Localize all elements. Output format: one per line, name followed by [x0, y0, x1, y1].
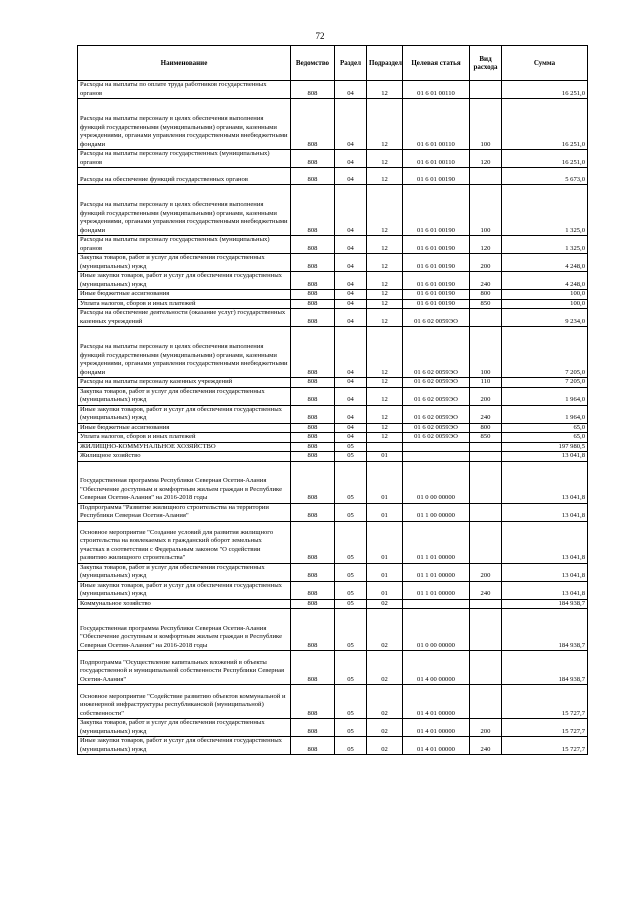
cell-vid: [470, 599, 502, 609]
table-row: [78, 521, 588, 563]
cell-name: Расходы на выплаты персоналу в целях обеспечения выполнения функций государственными (муниципальными) органами, казенными учреждениями, органами управления государственными внебюджетными фондами: [78, 99, 291, 150]
cell-name: Закупка товаров, работ и услуг для обеспечения государственных (муниципальных) нужд: [78, 719, 291, 737]
cell-sum: 65,0: [502, 433, 588, 443]
cell-vid: [470, 81, 502, 99]
table-row: [78, 685, 588, 719]
table-row: [78, 185, 588, 236]
cell-vedomstvo: 808: [291, 503, 335, 521]
cell-target: 01 0 00 00000: [403, 609, 470, 651]
cell-vedomstvo: 808: [291, 461, 335, 503]
cell-razdel: 05: [335, 521, 367, 563]
cell-vedomstvo: 808: [291, 168, 335, 185]
cell-vedomstvo: 808: [291, 236, 335, 254]
cell-sum: 4 248,0: [502, 272, 588, 290]
cell-sum: 1 964,0: [502, 405, 588, 423]
cell-name: Иные закупки товаров, работ и услуг для обеспечения государственных (муниципальных) нужд: [78, 272, 291, 290]
cell-target: 01 4 01 00000: [403, 737, 470, 755]
cell-name: Расходы на выплаты персоналу государственных (муниципальных) органов: [78, 150, 291, 168]
cell-razdel: 04: [335, 433, 367, 443]
table-row: [78, 599, 588, 609]
cell-vid: [470, 651, 502, 685]
cell-target: 01 6 01 00110: [403, 99, 470, 150]
page-number: 72: [315, 31, 325, 41]
cell-name: Основное мероприятие "Содействие развитию объектов коммунальной и инженерной инфраструктуры республиканской (муниципальной) собственности": [78, 685, 291, 719]
cell-vedomstvo: 808: [291, 609, 335, 651]
cell-name: Государственная программа Республики Северная Осетия-Алания "Обеспечение доступным и комфортным жильем граждан в Республике Северная Осетия-Алания" на 2016-2018 годы: [78, 609, 291, 651]
cell-target: 01 6 02 0059ЭО: [403, 433, 470, 443]
cell-podrazdel: 02: [367, 609, 403, 651]
table-row: [78, 737, 588, 755]
table-row: [78, 651, 588, 685]
cell-podrazdel: 01: [367, 452, 403, 462]
cell-vid: 800: [470, 290, 502, 300]
cell-razdel: 04: [335, 185, 367, 236]
cell-podrazdel: 01: [367, 563, 403, 581]
cell-vedomstvo: 808: [291, 581, 335, 599]
table-body: [78, 81, 588, 755]
cell-target: 01 6 01 00190: [403, 236, 470, 254]
cell-vid: [470, 609, 502, 651]
table-row: [78, 503, 588, 521]
cell-target: 01 6 01 00110: [403, 150, 470, 168]
cell-sum: 13 041,8: [502, 503, 588, 521]
cell-vedomstvo: 808: [291, 521, 335, 563]
table-row: [78, 452, 588, 462]
cell-podrazdel: 02: [367, 719, 403, 737]
cell-vid: 100: [470, 327, 502, 378]
cell-vedomstvo: 808: [291, 309, 335, 327]
cell-sum: 13 041,8: [502, 461, 588, 503]
cell-name: ЖИЛИЩНО-КОММУНАЛЬНОЕ ХОЗЯЙСТВО: [78, 442, 291, 452]
cell-vedomstvo: 808: [291, 405, 335, 423]
cell-vedomstvo: 808: [291, 290, 335, 300]
cell-sum: 184 938,7: [502, 609, 588, 651]
cell-vedomstvo: 808: [291, 442, 335, 452]
table-row: [78, 461, 588, 503]
cell-podrazdel: 12: [367, 254, 403, 272]
cell-sum: 4 248,0: [502, 254, 588, 272]
cell-name: Иные закупки товаров, работ и услуг для обеспечения государственных (муниципальных) нужд: [78, 581, 291, 599]
cell-sum: 13 041,8: [502, 521, 588, 563]
cell-target: 01 4 01 00000: [403, 685, 470, 719]
cell-vid: [470, 503, 502, 521]
cell-vid: 200: [470, 719, 502, 737]
table-row: [78, 378, 588, 388]
cell-name: Уплата налогов, сборов и иных платежей: [78, 299, 291, 309]
cell-podrazdel: 02: [367, 685, 403, 719]
cell-vedomstvo: 808: [291, 378, 335, 388]
table-row: [78, 81, 588, 99]
cell-target: 01 6 01 00190: [403, 290, 470, 300]
cell-razdel: 05: [335, 452, 367, 462]
cell-sum: 15 727,7: [502, 737, 588, 755]
cell-name: Расходы на выплаты персоналу государственных (муниципальных) органов: [78, 236, 291, 254]
cell-vid: 200: [470, 563, 502, 581]
cell-podrazdel: [367, 442, 403, 452]
cell-name: Закупка товаров, работ и услуг для обеспечения государственных (муниципальных) нужд: [78, 387, 291, 405]
cell-vid: [470, 168, 502, 185]
cell-razdel: 04: [335, 309, 367, 327]
table-row: [78, 719, 588, 737]
cell-target: 01 1 01 00000: [403, 581, 470, 599]
cell-vedomstvo: 808: [291, 81, 335, 99]
table-row: [78, 442, 588, 452]
cell-target: 01 1 01 00000: [403, 521, 470, 563]
cell-razdel: 05: [335, 685, 367, 719]
cell-name: Иные закупки товаров, работ и услуг для обеспечения государственных (муниципальных) нужд: [78, 737, 291, 755]
cell-target: 01 6 02 0059ЭО: [403, 378, 470, 388]
cell-vid: [470, 452, 502, 462]
cell-sum: 15 727,7: [502, 685, 588, 719]
cell-vedomstvo: 808: [291, 423, 335, 433]
cell-razdel: 04: [335, 299, 367, 309]
cell-podrazdel: 01: [367, 581, 403, 599]
cell-podrazdel: 12: [367, 423, 403, 433]
cell-sum: 1 325,0: [502, 185, 588, 236]
cell-vedomstvo: 808: [291, 651, 335, 685]
table-row: [78, 168, 588, 185]
cell-vid: 850: [470, 433, 502, 443]
table-row: [78, 150, 588, 168]
cell-sum: 13 041,8: [502, 452, 588, 462]
cell-podrazdel: 02: [367, 737, 403, 755]
cell-sum: 13 041,8: [502, 563, 588, 581]
cell-razdel: 04: [335, 405, 367, 423]
cell-name: Жилищное хозяйство: [78, 452, 291, 462]
cell-name: Закупка товаров, работ и услуг для обеспечения государственных (муниципальных) нужд: [78, 563, 291, 581]
cell-vid: 100: [470, 185, 502, 236]
cell-vedomstvo: 808: [291, 185, 335, 236]
cell-razdel: 04: [335, 99, 367, 150]
cell-vedomstvo: 808: [291, 272, 335, 290]
table-row: [78, 99, 588, 150]
cell-target: [403, 599, 470, 609]
cell-name: Иные закупки товаров, работ и услуг для обеспечения государственных (муниципальных) нужд: [78, 405, 291, 423]
cell-razdel: 05: [335, 442, 367, 452]
cell-name: Расходы на обеспечение функций государственных органов: [78, 168, 291, 185]
cell-target: 01 6 01 00190: [403, 272, 470, 290]
cell-razdel: 04: [335, 168, 367, 185]
cell-podrazdel: 01: [367, 461, 403, 503]
cell-podrazdel: 12: [367, 185, 403, 236]
cell-name: Подпрограмма "Осуществление капитальных вложений в объекты государственной и муниципальной собственности Республики Северная Осетия-Алания": [78, 651, 291, 685]
table-row: [78, 581, 588, 599]
cell-target: 01 6 02 0059ЭО: [403, 387, 470, 405]
cell-razdel: 05: [335, 651, 367, 685]
cell-vid: 200: [470, 387, 502, 405]
table-row: [78, 327, 588, 378]
cell-razdel: 05: [335, 503, 367, 521]
cell-name: Коммунальное хозяйство: [78, 599, 291, 609]
cell-podrazdel: 12: [367, 290, 403, 300]
cell-podrazdel: 12: [367, 309, 403, 327]
cell-podrazdel: 12: [367, 387, 403, 405]
cell-sum: 184 938,7: [502, 599, 588, 609]
cell-razdel: 05: [335, 737, 367, 755]
cell-razdel: 04: [335, 387, 367, 405]
cell-name: Расходы на выплаты персоналу в целях обеспечения выполнения функций государственными (муниципальными) органами, казенными учреждениями, органами управления государственными внебюджетными фондами: [78, 185, 291, 236]
cell-sum: 100,0: [502, 290, 588, 300]
cell-target: 01 1 00 00000: [403, 503, 470, 521]
cell-vid: 240: [470, 405, 502, 423]
cell-vid: [470, 461, 502, 503]
cell-target: 01 4 00 00000: [403, 651, 470, 685]
cell-name: Уплата налогов, сборов и иных платежей: [78, 433, 291, 443]
cell-sum: 100,0: [502, 299, 588, 309]
cell-vedomstvo: 808: [291, 387, 335, 405]
cell-razdel: 05: [335, 581, 367, 599]
header-vedomstvo: Ведомство: [291, 46, 335, 81]
cell-sum: 13 041,8: [502, 581, 588, 599]
cell-razdel: 04: [335, 150, 367, 168]
cell-razdel: 04: [335, 81, 367, 99]
cell-podrazdel: 12: [367, 327, 403, 378]
cell-name: Иные бюджетные ассигнования: [78, 290, 291, 300]
cell-target: 01 6 01 00190: [403, 185, 470, 236]
cell-razdel: 04: [335, 236, 367, 254]
header-razdel: Раздел: [335, 46, 367, 81]
header-podrazdel: Подраздел: [367, 46, 403, 81]
cell-vedomstvo: 808: [291, 99, 335, 150]
table-row: [78, 405, 588, 423]
table-row: [78, 254, 588, 272]
table-row: [78, 272, 588, 290]
cell-vedomstvo: 808: [291, 299, 335, 309]
cell-vid: 850: [470, 299, 502, 309]
cell-target: 01 0 00 00000: [403, 461, 470, 503]
table-row: [78, 299, 588, 309]
cell-target: 01 6 01 00190: [403, 168, 470, 185]
cell-target: 01 6 02 0059ЭО: [403, 327, 470, 378]
cell-target: [403, 452, 470, 462]
cell-podrazdel: 12: [367, 433, 403, 443]
cell-podrazdel: 12: [367, 272, 403, 290]
cell-sum: 15 727,7: [502, 719, 588, 737]
cell-podrazdel: 12: [367, 378, 403, 388]
table-row: [78, 387, 588, 405]
cell-vid: 120: [470, 150, 502, 168]
cell-vedomstvo: 808: [291, 327, 335, 378]
cell-name: Расходы на обеспечение деятельности (оказание услуг) государственных казенных учреждений: [78, 309, 291, 327]
cell-vedomstvo: 808: [291, 563, 335, 581]
cell-name: Расходы на выплаты по оплате труда работников государственных органов: [78, 81, 291, 99]
cell-razdel: 04: [335, 423, 367, 433]
cell-vid: [470, 442, 502, 452]
cell-vedomstvo: 808: [291, 452, 335, 462]
cell-target: 01 6 02 0059ЭО: [403, 405, 470, 423]
cell-target: 01 6 02 0059ЭО: [403, 309, 470, 327]
cell-sum: 16 251,0: [502, 81, 588, 99]
cell-vid: 110: [470, 378, 502, 388]
cell-vedomstvo: 808: [291, 254, 335, 272]
budget-table: [77, 45, 588, 755]
header-vid: Вид расхода: [470, 46, 502, 81]
table-row: [78, 609, 588, 651]
cell-target: 01 6 01 00190: [403, 254, 470, 272]
cell-podrazdel: 02: [367, 651, 403, 685]
header-target: Целевая статья: [403, 46, 470, 81]
cell-sum: 5 673,0: [502, 168, 588, 185]
cell-razdel: 05: [335, 609, 367, 651]
cell-razdel: 04: [335, 327, 367, 378]
cell-target: 01 1 01 00000: [403, 563, 470, 581]
cell-sum: 16 251,0: [502, 150, 588, 168]
cell-sum: 197 980,5: [502, 442, 588, 452]
cell-target: 01 4 01 00000: [403, 719, 470, 737]
cell-vedomstvo: 808: [291, 685, 335, 719]
cell-name: Расходы на выплаты персоналу казенных учреждений: [78, 378, 291, 388]
cell-target: [403, 442, 470, 452]
cell-razdel: 04: [335, 378, 367, 388]
cell-razdel: 05: [335, 719, 367, 737]
cell-vedomstvo: 808: [291, 599, 335, 609]
cell-name: Иные бюджетные ассигнования: [78, 423, 291, 433]
table-row: [78, 290, 588, 300]
cell-sum: 16 251,0: [502, 99, 588, 150]
cell-vid: 240: [470, 581, 502, 599]
cell-name: Закупка товаров, работ и услуг для обеспечения государственных (муниципальных) нужд: [78, 254, 291, 272]
cell-podrazdel: 12: [367, 81, 403, 99]
cell-name: Расходы на выплаты персоналу в целях обеспечения выполнения функций государственными (муниципальными) органами, казенными учреждениями, органами управления государственными внебюджетными фондами: [78, 327, 291, 378]
cell-podrazdel: 01: [367, 521, 403, 563]
cell-vid: [470, 685, 502, 719]
cell-podrazdel: 12: [367, 405, 403, 423]
cell-target: 01 6 01 00110: [403, 81, 470, 99]
cell-vid: [470, 309, 502, 327]
cell-razdel: 05: [335, 563, 367, 581]
cell-sum: 184 938,7: [502, 651, 588, 685]
cell-name: Основное мероприятие "Создание условий для развития жилищного строительства на вовлекаемых в гражданский оборот земельных участках в соответствии с Федеральным законом "О содействии развитию жилищного строительства": [78, 521, 291, 563]
cell-vid: 100: [470, 99, 502, 150]
cell-target: 01 6 02 0059ЭО: [403, 423, 470, 433]
cell-sum: 65,0: [502, 423, 588, 433]
cell-razdel: 04: [335, 254, 367, 272]
cell-razdel: 05: [335, 599, 367, 609]
cell-vid: 240: [470, 737, 502, 755]
cell-vedomstvo: 808: [291, 150, 335, 168]
cell-sum: 1 964,0: [502, 387, 588, 405]
table-row: [78, 423, 588, 433]
cell-podrazdel: 12: [367, 299, 403, 309]
cell-vedomstvo: 808: [291, 737, 335, 755]
cell-podrazdel: 01: [367, 503, 403, 521]
cell-sum: 7 205,0: [502, 378, 588, 388]
cell-target: 01 6 01 00190: [403, 299, 470, 309]
header-name: Наименование: [78, 46, 291, 81]
cell-vedomstvo: 808: [291, 719, 335, 737]
cell-podrazdel: 12: [367, 150, 403, 168]
cell-podrazdel: 12: [367, 168, 403, 185]
table-row: [78, 236, 588, 254]
cell-razdel: 05: [335, 461, 367, 503]
table-row: [78, 309, 588, 327]
cell-sum: 9 234,0: [502, 309, 588, 327]
cell-podrazdel: 12: [367, 236, 403, 254]
cell-razdel: 04: [335, 290, 367, 300]
table-row: [78, 563, 588, 581]
table-header-row: [78, 46, 588, 81]
cell-vedomstvo: 808: [291, 433, 335, 443]
cell-sum: 7 205,0: [502, 327, 588, 378]
header-sum: Сумма: [502, 46, 588, 81]
cell-name: Государственная программа Республики Северная Осетия-Алания "Обеспечение доступным и комфортным жильем граждан в Республике Северная Осетия-Алания" на 2016-2018 годы: [78, 461, 291, 503]
cell-vid: 120: [470, 236, 502, 254]
cell-sum: 1 325,0: [502, 236, 588, 254]
cell-vid: 200: [470, 254, 502, 272]
cell-vid: 240: [470, 272, 502, 290]
cell-razdel: 04: [335, 272, 367, 290]
cell-name: Подпрограмма "Развитие жилищного строительства на территории Республики Северная Осетия-Алания": [78, 503, 291, 521]
cell-vid: [470, 521, 502, 563]
cell-podrazdel: 02: [367, 599, 403, 609]
cell-podrazdel: 12: [367, 99, 403, 150]
cell-vid: 800: [470, 423, 502, 433]
table-row: [78, 433, 588, 443]
